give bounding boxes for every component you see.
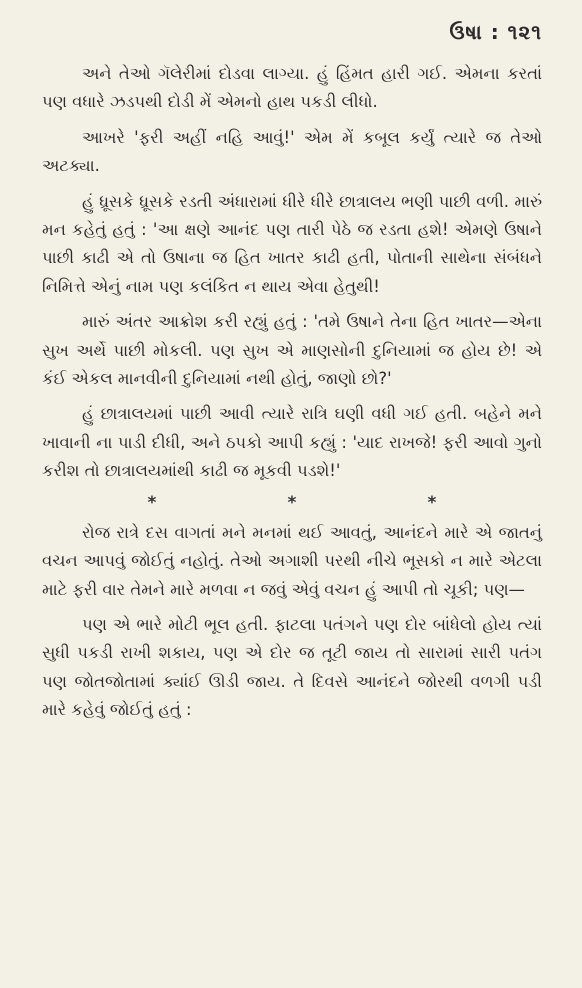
paragraph-7: પણ એ ભારે મોટી ભૂલ હતી. ફાટલા પતંગને પણ દોર બાંધેલો હોય ત્યાં સુધી પકડી રાખી શકાય, પણ એ દોર જ તૂટી જાય તો સારામાં સારી પતંગ પણ જોતજોતામાં ક્યાંઈ ઊડી જાય. તે દિવસે આનંદને જોરથી વળગી પડી મારે કહેવું જોઈતું હતું : (42, 614, 542, 720)
separator-star: * (147, 492, 157, 513)
paragraph-5: હું છાત્રાલયમાં પાછી આવી ત્યારે રાત્રિ ઘણી વધી ગઈ હતી. બહેને મને ખાવાની ના પાડી દીધી, અને ઠપકો આપી કહ્યું : 'યાદ રાખજે! ફરી આવો ગુનો કરીશ તો છાત્રાલયમાંથી કાઢી જ મૂકવી પડશે!' (42, 404, 542, 481)
paragraph-4: મારું અંતર આક્રોશ કરી રહ્યું હતું : 'તમે ઉષાને તેના હિત ખાતર—એના સુખ અર્થે પાછી મોકલી. પણ સુખ એ માણસોની દુનિયામાં જ હોય છે! એ કંઈ એકલ માનવીની દુનિયામાં નથી હોતું, જાણો છો?' (42, 312, 542, 389)
paragraph-2: આખરે 'ફરી અહીં નહિ આવું!' એમ મેં કબૂલ કર્યું ત્યારે જ તેઓ અટક્યા. (42, 127, 542, 176)
paragraph-6: રોજ રાત્રે દસ વાગતાં મને મનમાં થઈ આવતું, આનંદને મારે એ જાતનું વચન આપવું જોઈતું નહોતું. તેઓ અગાશી પરથી નીચે ભૂસકો ન મારે એટલા માટે ફરી વાર તેમને મારે મળવા ન જવું એવું વચન હું આપી તો ચૂકી; પણ— (42, 522, 542, 599)
separator-star: * (427, 492, 437, 513)
separator-star: * (287, 492, 297, 513)
section-separator (82, 493, 502, 513)
paragraph-3: હું ધ્રૂસકે ધ્રૂસકે રડતી અંધારામાં ધીરે ધીરે છાત્રાલય ભણી પાછી વળી. મારું મન કહેતું હતું : 'આ ક્ષણે આનંદ પણ તારી પેઠે જ રડતા હશે! એમણે ઉષાને પાછી કાઢી એ તો ઉષાના જ હિત ખાતર કાઢી હતી, પોતાની સાથેના સંબંધને નિમિત્તે એનું નામ પણ કલંકિત ન થાય એવા હેતુથી! (42, 191, 542, 296)
page-header: ઉષા : ૧૨૧ (449, 20, 542, 44)
paragraph-1: અને તેઓ ગૅલેરીમાં દોડવા લાગ્યા. હું હિંમત હારી ગઈ. એમના કરતાં પણ વધારે ઝડપથી દોડી મેં એમનો હાથ પકડી લીધો. (42, 64, 542, 112)
